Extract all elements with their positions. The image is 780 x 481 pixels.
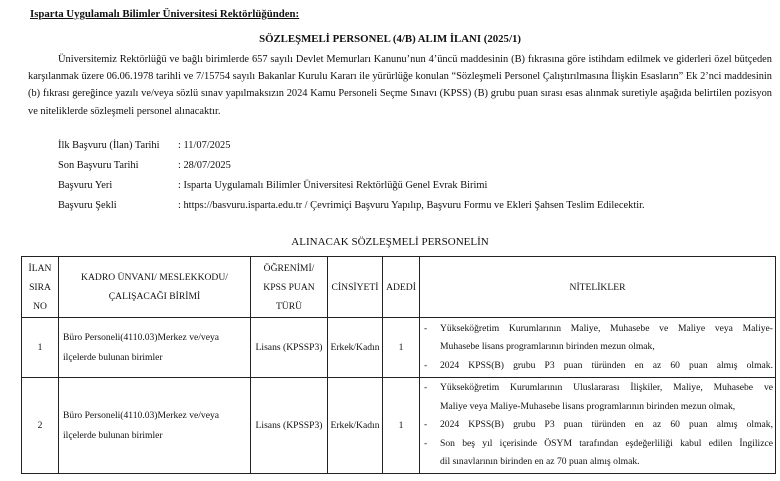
requirements-list: [422, 379, 773, 472]
positions-table: [21, 256, 776, 474]
table-row: [22, 318, 776, 378]
info-value: : 11/07/2025: [178, 140, 231, 151]
announcement-title: SÖZLEŞMELİ PERSONEL (4/B) ALIM İLANI (2025/1): [259, 33, 521, 45]
info-label: Son Başvuru Tarihi: [58, 160, 139, 171]
info-value: : 28/07/2025: [178, 160, 231, 171]
requirement-line: dil sınavlarının birinden en az 70 puan almış olmak.: [440, 456, 640, 468]
info-value: : https://basvuru.isparta.edu.tr / Çevrimiçi Başvuru Yapılıp, Başvuru Formu ve Ekleri Şahsen Teslim Edilecektir.: [178, 200, 645, 211]
requirement-line: - Son beş yıl içerisinde ÖSYM tarafından eşdeğerliliği kabul edilen İngilizce: [424, 437, 773, 449]
header-kadro: KADRO ÜNVANI/ MESLEKKODU/ ÇALIŞACAĞI BİRİMİ: [59, 257, 251, 318]
header-adet: ADEDİ: [383, 257, 420, 318]
cell-adet: 1: [383, 378, 420, 474]
table-row: [22, 378, 776, 474]
info-row-last-date: [58, 156, 645, 176]
cell-sira: 1: [22, 318, 59, 378]
header-sira: İLAN SIRA NO: [22, 257, 59, 318]
cell-ogrenim: Lisans (KPSSP3): [251, 318, 328, 378]
cell-ogrenim: Lisans (KPSSP3): [251, 378, 328, 474]
table-header-row: [22, 257, 776, 318]
requirements-list: [422, 320, 773, 376]
header-cinsiyet: CİNSİYETİ: [328, 257, 383, 318]
info-label: İlk Başvuru (İlan) Tarihi: [58, 140, 160, 151]
info-value: : Isparta Uygulamalı Bilimler Üniversitesi Rektörlüğü Genel Evrak Birimi: [178, 180, 488, 191]
institution-header: Isparta Uygulamalı Bilimler Üniversitesi Rektörlüğünden:: [30, 8, 300, 20]
cell-nitelikler: [420, 318, 776, 378]
requirement-line: - 2024 KPSS(B) grubu P3 puan türünden en az 60 puan almış olmak.: [424, 359, 773, 371]
requirement-line: Maliye veya Maliye-Muhasebe lisans programlarının birinden mezun olmak,: [440, 400, 736, 412]
info-label: Başvuru Yeri: [58, 180, 113, 191]
intro-paragraph: Üniversitemiz Rektörlüğü ve bağlı birimlerde 657 sayılı Devlet Memurları Kanunu’nun 4’üncü maddesinin (B) fıkrasına göre istihdam edilmek ve giderleri özel bütçeden karşılanmak üzere 06.06.1978 tarihli ve 7/15754 sayılı Bakanlar Kurulu Kararı ile yürürlüğe konulan “Sözleşmeli Personel Çalıştırılmasına İlişkin Esasların” Ek 2’nci maddesinin (b) fıkrası gereğince yazılı ve/veya sözlü sınav yapılmaksızın 2024 Kamu Personeli Seçme Sınavı (KPSS) (B) grubu puan sırası esas alınmak suretiyle aşağıda belirtilen pozisyon ve niteliklerde sözleşmeli personel alınacaktır.: [28, 54, 772, 117]
requirement-line: Muhasebe lisans programlarının birinden mezun olmak,: [440, 341, 655, 353]
header-nitelikler: NİTELİKLER: [420, 257, 776, 318]
cell-kadro: Büro Personeli(4110.03)Merkez ve/veya ilçelerde bulunan birimler: [59, 378, 251, 474]
application-info: [58, 136, 645, 216]
requirement-line: - Yükseköğretim Kurumlarının Uluslararası İlişkiler, Maliye, Muhasebe ve: [424, 382, 773, 394]
cell-kadro: Büro Personeli(4110.03)Merkez ve/veya ilçelerde bulunan birimler: [59, 318, 251, 378]
info-row-place: [58, 176, 645, 196]
info-row-first-date: [58, 136, 645, 156]
info-label: Başvuru Şekli: [58, 200, 117, 211]
table-title: ALINACAK SÖZLEŞMELİ PERSONELİN: [291, 236, 489, 248]
requirement-line: - 2024 KPSS(B) grubu P3 puan türünden en az 60 puan almış olmak,: [424, 419, 773, 431]
cell-cinsiyet: Erkek/Kadın: [328, 378, 383, 474]
cell-sira: 2: [22, 378, 59, 474]
cell-cinsiyet: Erkek/Kadın: [328, 318, 383, 378]
cell-adet: 1: [383, 318, 420, 378]
requirement-line: - Yükseköğretim Kurumlarının Maliye, Muhasebe ve Maliye veya Maliye-: [424, 322, 773, 334]
cell-nitelikler: [420, 378, 776, 474]
header-ogrenim: ÖĞRENİMİ/ KPSS PUAN TÜRÜ: [251, 257, 328, 318]
info-row-method: [58, 196, 645, 216]
